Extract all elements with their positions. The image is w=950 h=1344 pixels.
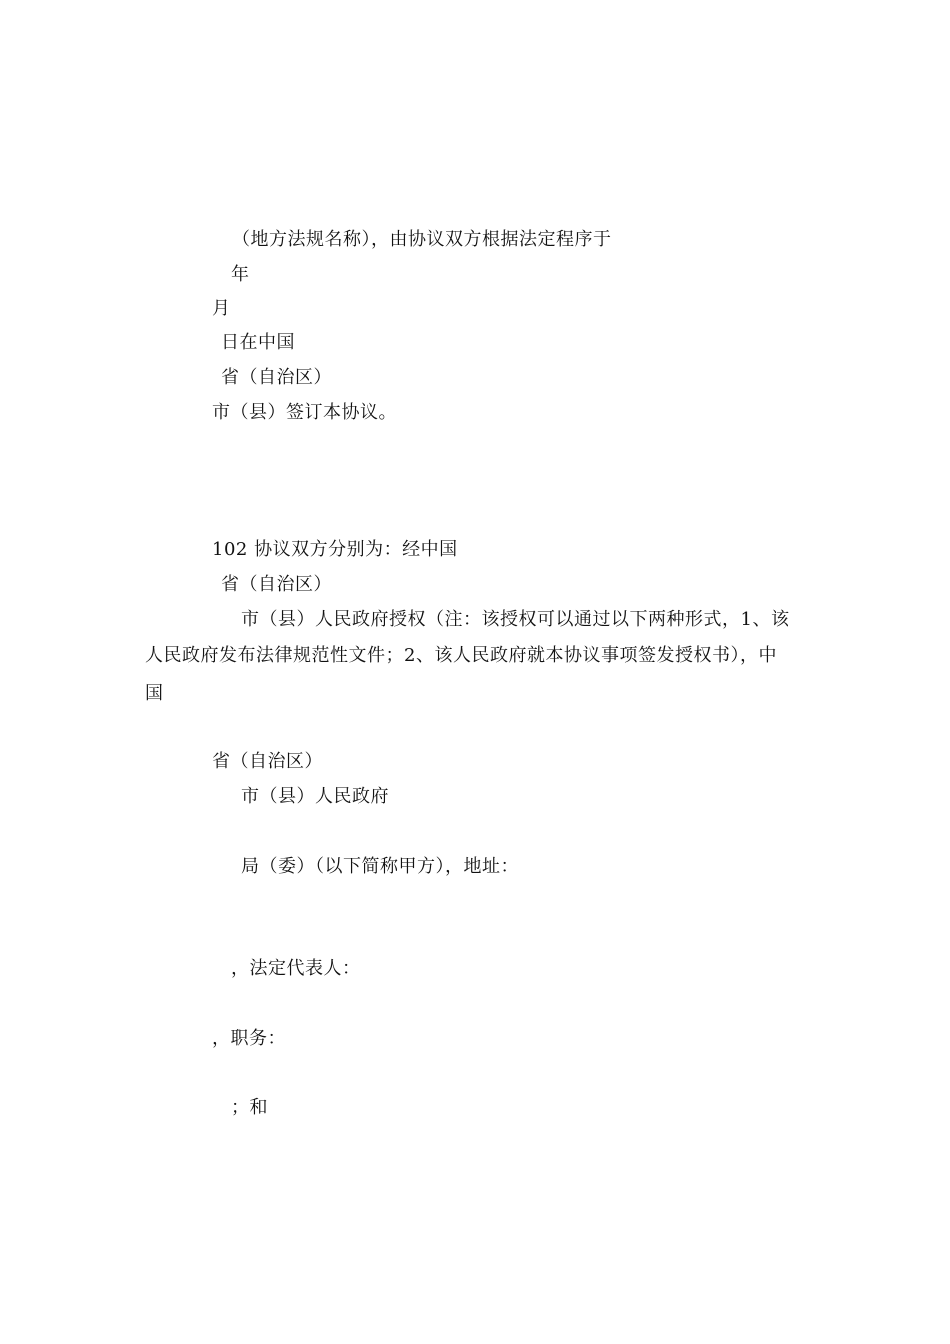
- text-line: 省（自治区）: [212, 751, 323, 772]
- text-line: 省（自治区）: [221, 367, 332, 388]
- text-line: 市（县）人民政府授权（注：该授权可以通过以下两种形式，1、该: [241, 609, 790, 630]
- text-line: 市（县）签订本协议。: [212, 402, 397, 423]
- text-line: 月: [212, 298, 231, 319]
- text-line: 国: [145, 683, 164, 704]
- text-line: 日在中国: [221, 332, 295, 353]
- text-line: 市（县）人民政府: [241, 786, 389, 807]
- text-line: ；和: [231, 1097, 268, 1118]
- text-line: 局（委）（以下简称甲方），地址：: [241, 856, 519, 877]
- text-line: 人民政府发布法律规范性文件；2、该人民政府就本协议事项签发授权书），中: [145, 645, 777, 666]
- text-line: 省（自治区）: [221, 574, 332, 595]
- text-line: ，法定代表人：: [231, 958, 361, 979]
- section-heading: 102 协议双方分别为：经中国: [212, 539, 458, 560]
- text-line: 年: [231, 264, 250, 285]
- text-line: （地方法规名称），由协议双方根据法定程序于: [232, 229, 612, 250]
- text-line: ，职务：: [212, 1028, 286, 1049]
